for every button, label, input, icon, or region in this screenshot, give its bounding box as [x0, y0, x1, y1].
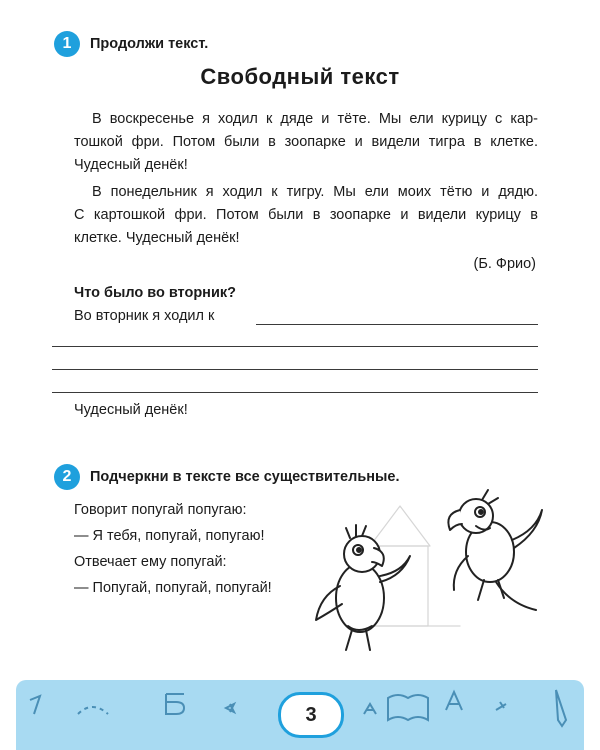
writing-line[interactable] — [52, 392, 538, 393]
dashed-arc-icon — [78, 707, 108, 714]
task-1-header — [54, 31, 208, 57]
task-2-number: 2 — [54, 464, 80, 490]
math-icon — [496, 702, 506, 710]
poem-line: Отвечает ему попугай: — [74, 554, 227, 570]
parrots-illustration — [300, 486, 570, 666]
paragraph-1-line: Чудесный денёк! — [74, 157, 188, 173]
page-number: 3 — [278, 692, 344, 738]
paragraph-1-line: тошкой фри. Потом были в зоопарке и видели тигра в клетке. — [74, 134, 538, 150]
poem-line: — Я тебя, попугай, попугаю! — [74, 528, 265, 544]
pencil-icon — [556, 690, 566, 726]
closing-text: Чудесный денёк! — [74, 402, 188, 418]
parrot-right-icon — [448, 490, 542, 610]
paragraph-2-line: В понедельник я ходил к тигру. Мы ели моих тётю и дядю. — [92, 184, 538, 200]
star-icon — [226, 704, 234, 712]
task-1-label: Продолжи текст. — [90, 36, 209, 52]
paragraph-1 — [74, 108, 538, 177]
task-2-label: Подчеркни в тексте все существительные. — [90, 469, 400, 485]
task-1-number: 1 — [54, 31, 80, 57]
page-footer — [16, 680, 584, 750]
text-title: Свободный текст — [200, 64, 400, 89]
paragraph-1-line: В воскресенье я ходил к дяде и тёте. Мы ели курицу с кар- — [92, 111, 538, 127]
letter-icon — [30, 696, 40, 714]
parrot-left-icon — [316, 525, 410, 650]
writing-line[interactable] — [256, 324, 538, 325]
letter-a-icon — [446, 692, 462, 710]
paragraph-2 — [74, 181, 538, 250]
paragraph-2-line: клетке. Чудесный денёк! — [74, 230, 240, 246]
writing-line[interactable] — [52, 369, 538, 370]
poem-line: — Попугай, попугай, попугай! — [74, 580, 272, 596]
writing-line[interactable] — [52, 346, 538, 347]
author: (Б. Фрио) — [473, 256, 536, 272]
paragraph-2-line: С картошкой фри. Потом были в зоопарке и видели курицу в — [74, 207, 538, 223]
star-icon — [364, 704, 376, 714]
question: Что было во вторник? — [74, 285, 236, 301]
answer-start-text: Во вторник я ходил к — [74, 308, 215, 324]
poem-line: Говорит попугай попугаю: — [74, 502, 247, 518]
book-icon — [388, 695, 428, 720]
letter-b-icon — [166, 694, 184, 714]
